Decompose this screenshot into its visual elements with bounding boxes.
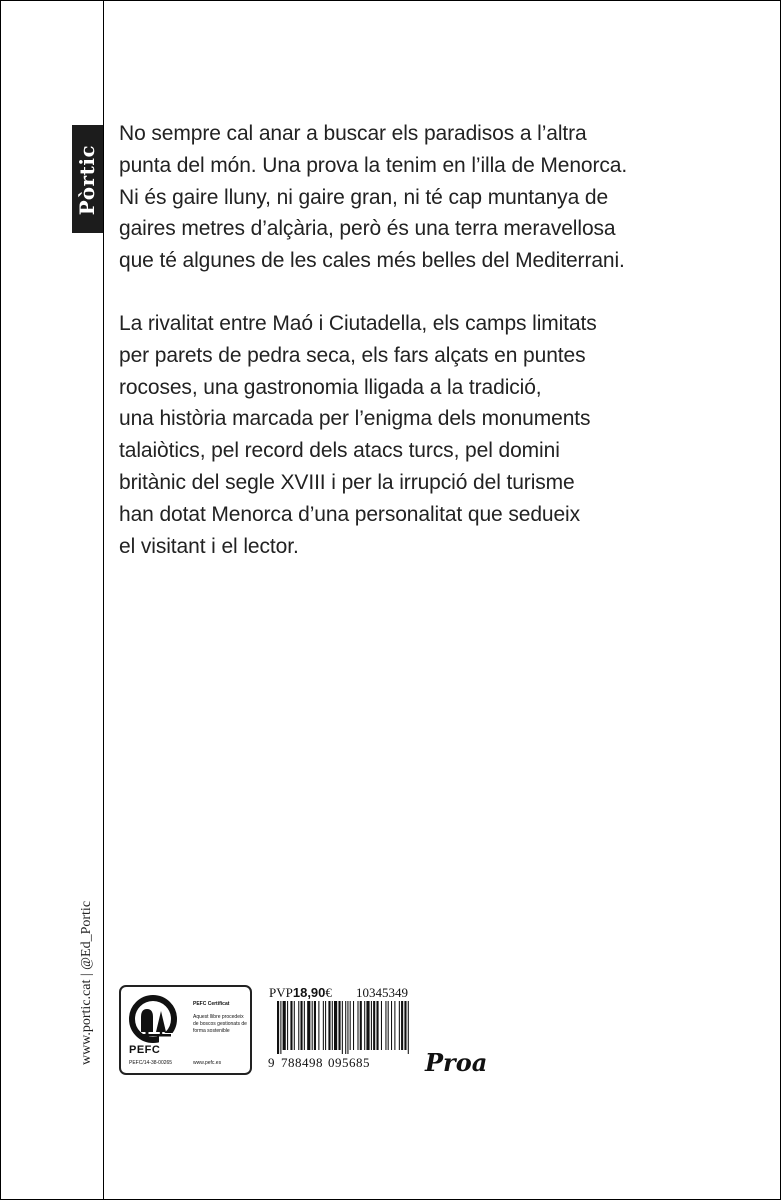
spine-url-text: www.portic.cat | @Ed_Portic [79,900,94,1065]
barcode-bar [334,1001,337,1050]
blurb-line: punta del món. Una prova la tenim en l’illa de Menorca. [119,153,628,177]
barcode-bar [350,1001,351,1050]
pefc-license-code: PEFC/14-38-00265 [129,1060,173,1066]
blurb-paragraph-2 [119,308,759,562]
barcode-bar [401,1001,403,1050]
barcode-bar [366,1001,369,1050]
blurb-line: el visitant i el lector. [119,534,299,558]
price-amount: 18,90 [292,985,326,1000]
barcode-bar [332,1001,333,1050]
blurb-line: rocoses, una gastronomia lligada a la tradició, [119,375,542,399]
pefc-tree-logo-icon [129,995,179,1051]
barcode-bar [328,1001,330,1050]
barcode-bar [304,1001,305,1050]
barcode-bar [404,1001,406,1050]
collection-tab-label-wrap [70,135,105,225]
barcode-bar [294,1001,295,1050]
barcode-bar [408,1001,409,1054]
barcode-bar [338,1001,340,1050]
barcode-bar [307,1001,310,1050]
blurb-line: gaires metres d’alçària, però és una terra meravellosa [119,217,616,241]
barcode-bar [300,1001,302,1050]
barcode-bar [298,1001,299,1050]
isbn-first-digit: 9 [268,1055,275,1070]
price-prefix: PVP [269,985,293,1000]
blurb-paragraph-1 [119,118,759,277]
barcode-bar [371,1001,372,1050]
barcode-bar [287,1001,288,1050]
barcode-bar [342,1001,343,1054]
blurb-line: La rivalitat entre Maó i Ciutadella, els camps limitats [119,311,597,335]
barcode-bar [381,1001,382,1050]
barcode-bar [314,1001,316,1050]
barcode-bar [353,1001,354,1050]
barcode-bar [373,1001,375,1050]
pefc-certification-box [119,985,252,1075]
isbn-group-1: 788498 [281,1055,323,1070]
back-cover-blurb [119,118,759,593]
barcode-bar [391,1001,392,1050]
product-code: 10345349 [356,985,408,1000]
barcode-bar [290,1001,292,1050]
barcode-bar [388,1001,389,1050]
blurb-line: Ni és gaire lluny, ni gaire gran, ni té cap muntanya de [119,185,609,209]
collection-tab-label: Pòrtic [75,144,100,216]
publisher-logo: Proa [425,1048,488,1077]
pefc-wordmark: PEFC [129,1044,161,1056]
blurb-line: per parets de pedra seca, els fars alçats en puntes [119,343,586,367]
isbn-barcode [277,1001,410,1054]
barcode-bar [394,1001,395,1050]
barcode-bar [347,1001,348,1054]
barcode-bar [277,1001,279,1054]
barcode-bar [345,1001,346,1054]
pefc-certificate-description: Aquest llibre procedeix de boscos gestionats de forma sostenible [193,1014,247,1034]
barcode-bar [280,1001,281,1054]
blurb-line: britànic del segle XVIII i per la irrupció del turisme [119,470,575,494]
blurb-line: han dotat Menorca d’una personalitat que sedueix [119,502,581,526]
barcode-bar [385,1001,386,1050]
price-currency: € [325,985,332,1000]
barcode-bar [325,1001,326,1050]
barcode-bar [364,1001,365,1050]
isbn-group-2: 095685 [328,1055,370,1070]
barcode-bar [376,1001,378,1050]
isbn-number [268,1055,370,1071]
spine-url-wrap [74,885,100,1080]
barcode-bar [360,1001,362,1050]
barcode-bar [357,1001,358,1050]
blurb-line: que té algunes de les cales més belles del Mediterrani. [119,249,625,273]
pefc-website: www.pefc.es [193,1060,222,1066]
price-label [269,985,332,1001]
barcode-bar [283,1001,286,1050]
blurb-line: una història marcada per l’enigma dels monuments [119,407,591,431]
blurb-line: No sempre cal anar a buscar els paradisos a l’altra [119,122,587,145]
barcode-bar [399,1001,400,1050]
barcode-bar [318,1001,319,1050]
barcode-bar [323,1001,324,1050]
pefc-certificate-title: PEFC Certificat [193,1001,230,1007]
blurb-line: talaiòtics, pel record dels atacs turcs, pel domini [119,439,560,463]
barcode-bar [312,1001,313,1050]
